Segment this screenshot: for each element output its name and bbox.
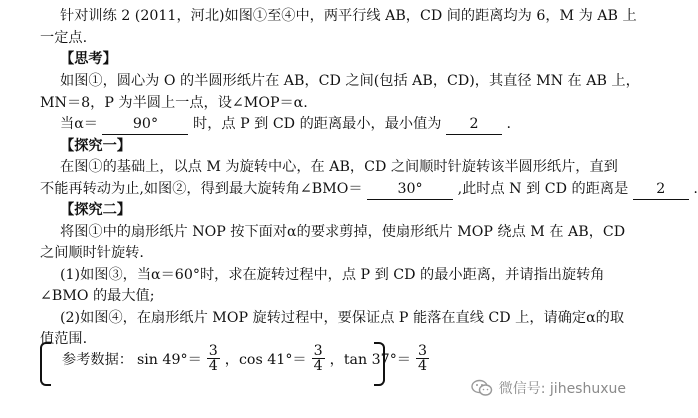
heading-think: 【思考】 xyxy=(60,51,117,67)
numerator: 3 xyxy=(313,343,323,359)
think-line-2: MN＝8，P 为半圆上一点，设∠MOP＝α. xyxy=(40,95,308,111)
question-1-line-2: ∠BMO 的最大值; xyxy=(40,288,155,304)
text-period: . xyxy=(506,116,511,132)
explore1-line-2 xyxy=(40,179,698,200)
question-1-line-1: (1)如图③，当α＝60°时，求在旋转过程中，点 P 到 CD 的最小距离，并请指出旋转角 xyxy=(60,267,605,283)
text-max-angle: 不能再转动为止,如图②，得到最大旋转角∠BMO＝ xyxy=(40,181,363,197)
text-when-alpha: 当α＝ xyxy=(60,116,98,132)
left-brace xyxy=(40,342,51,386)
reference-data-box xyxy=(40,338,428,390)
think-line-1: 如图①，圆心为 O 的半圆形纸片在 AB，CD 之间(包括 AB，CD)，其直径 MN 在 AB 上， xyxy=(60,73,640,89)
tan-term: ，tan 37°＝ xyxy=(329,351,411,368)
explore1-line-1: 在图①的基础上，以点 M 为旋转中心，在 AB，CD 之间顺时针旋转该半圆形纸片，直到 xyxy=(60,159,618,175)
fraction-three-quarters xyxy=(416,344,429,373)
reference-label: 参考数据： xyxy=(62,351,133,368)
fraction-three-quarters xyxy=(207,344,220,373)
denominator: 4 xyxy=(313,358,323,374)
fraction-three-quarters xyxy=(312,344,325,373)
heading-explore-2: 【探究二】 xyxy=(60,202,131,218)
intro-line-1: 针对训练 2 (2011，河北)如图①至④中，两平行线 AB，CD 间的距离均为 6，M 为 AB 上 xyxy=(60,8,637,24)
question-2-line-2: 值范围. xyxy=(40,331,88,347)
text-period-2: . xyxy=(693,181,698,197)
answer-blank-angle: 30° xyxy=(367,179,453,200)
sin-term: sin 49°＝ xyxy=(136,351,202,368)
explore2-line-2: 之间顺时针旋转. xyxy=(40,245,144,261)
answer-blank-min-value: 2 xyxy=(446,114,502,135)
heading-explore-1: 【探究一】 xyxy=(60,138,131,154)
question-2-line-1: (2)如图④，在扇形纸片 MOP 旋转过程中，要保证点 P 能落在直线 CD 上，请确定α的取 xyxy=(60,310,625,326)
explore2-line-1: 将图①中的扇形纸片 NOP 按下面对α的要求剪掉，使扇形纸片 MOP 绕点 M 在 AB，CD xyxy=(60,224,626,240)
intro-line-2: 一定点. xyxy=(40,30,88,46)
wechat-icon xyxy=(471,379,493,397)
text-n-distance: ,此时点 N 到 CD 的距离是 xyxy=(457,181,629,197)
answer-blank-distance: 2 xyxy=(633,179,689,200)
numerator: 3 xyxy=(208,343,218,359)
denominator: 4 xyxy=(417,358,428,374)
answer-blank-alpha: 90° xyxy=(102,114,188,135)
text-min-distance: 时，点 P 到 CD 的距离最小，最小值为 xyxy=(193,116,442,132)
think-line-3 xyxy=(60,114,511,135)
denominator: 4 xyxy=(208,358,218,374)
watermark-text: 微信号: jiheshuxue xyxy=(498,381,626,397)
right-brace xyxy=(374,342,385,386)
cos-term: ，cos 41°＝ xyxy=(224,351,307,368)
numerator: 3 xyxy=(417,343,428,359)
watermark xyxy=(471,378,626,398)
